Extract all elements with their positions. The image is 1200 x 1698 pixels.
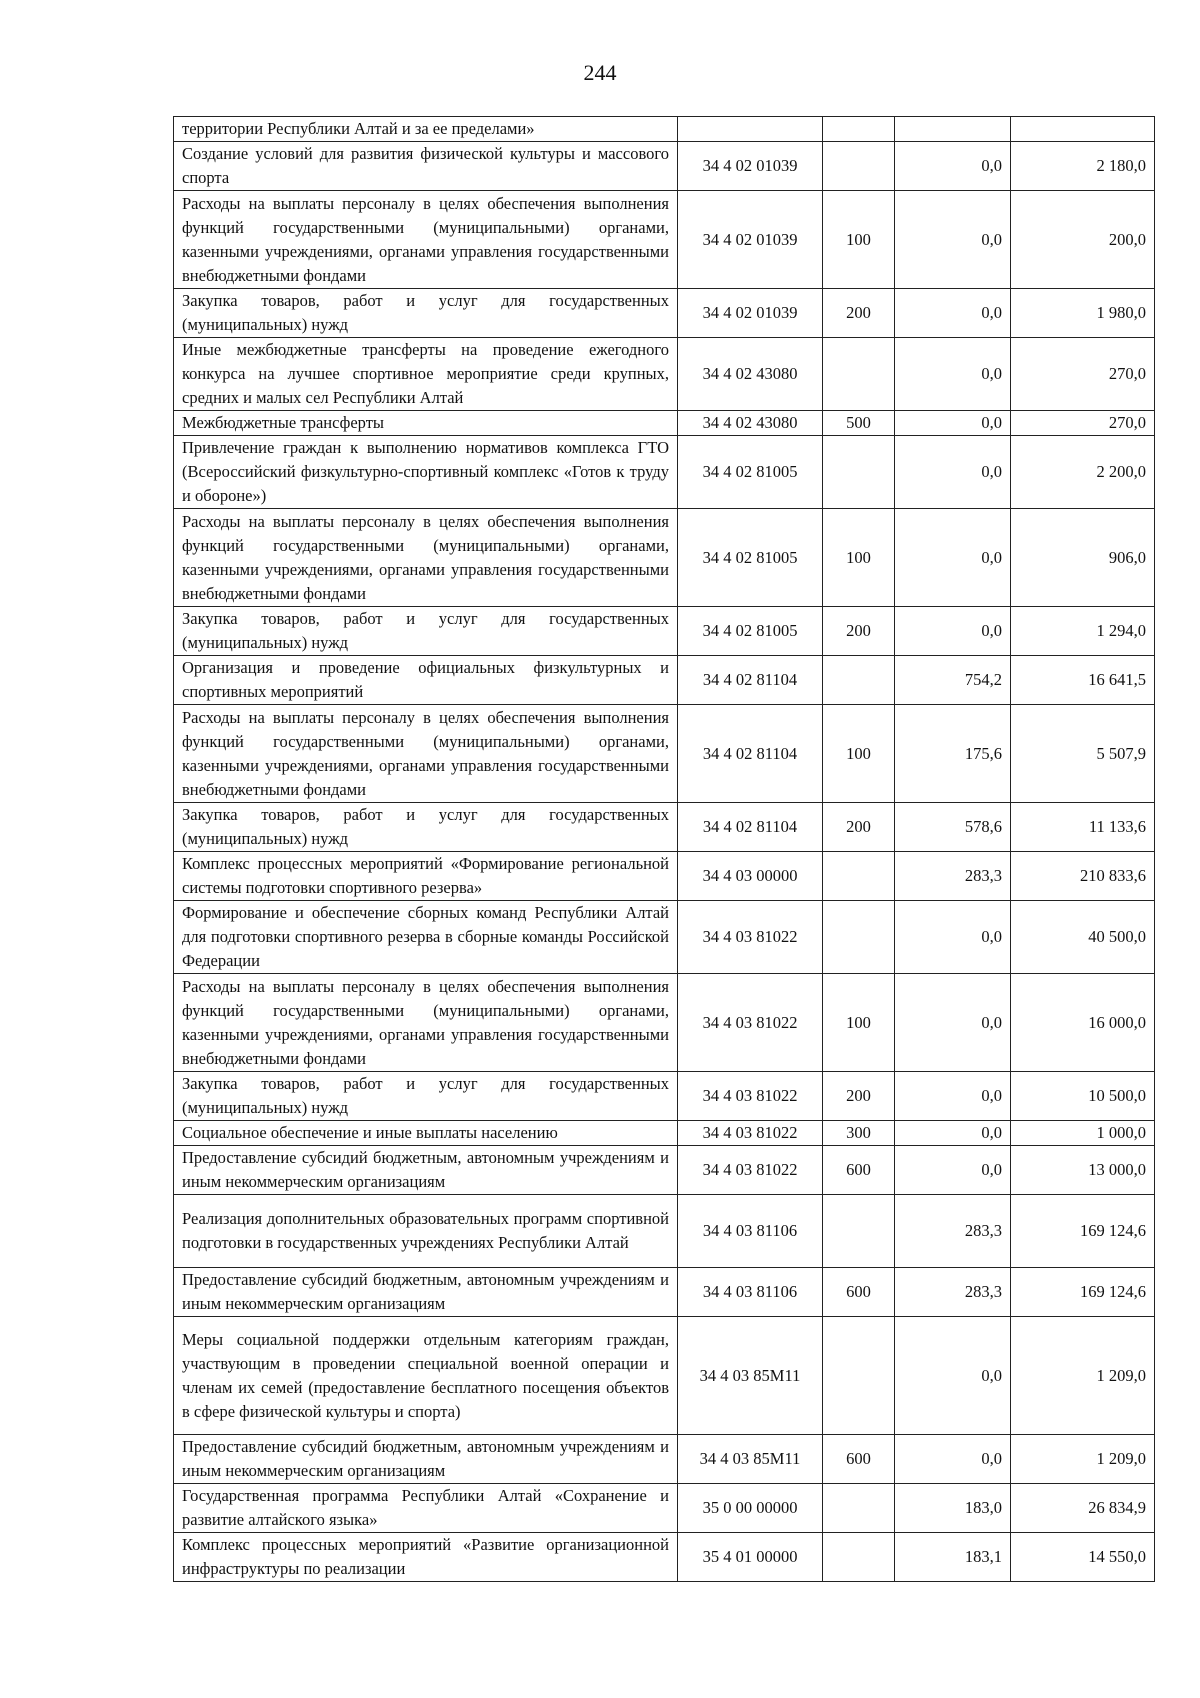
row-code-cell: 34 4 03 85М11 (678, 1435, 823, 1484)
row-value-2-cell: 1 980,0 (1011, 289, 1155, 338)
row-expense-type-cell: 200 (823, 607, 895, 656)
row-expense-type-cell (823, 1533, 895, 1582)
row-value-2-cell: 210 833,6 (1011, 852, 1155, 901)
row-name-cell: Межбюджетные трансферты (174, 411, 678, 436)
row-value-1-cell: 0,0 (895, 1317, 1011, 1435)
row-name-cell: Организация и проведение официальных физкультурных и спортивных мероприятий (174, 656, 678, 705)
table-row (174, 1195, 1155, 1268)
row-value-1-cell: 283,3 (895, 852, 1011, 901)
row-value-2-cell: 2 200,0 (1011, 436, 1155, 509)
row-value-1-cell: 0,0 (895, 509, 1011, 607)
row-code-cell: 34 4 03 81022 (678, 901, 823, 974)
row-value-2-cell: 16 641,5 (1011, 656, 1155, 705)
row-expense-type-cell: 200 (823, 803, 895, 852)
table-row (174, 191, 1155, 289)
row-name-cell: Комплекс процессных мероприятий «Развитие организационной инфраструктуры по реализации (174, 1533, 678, 1582)
table-row (174, 656, 1155, 705)
row-code-cell: 34 4 02 01039 (678, 142, 823, 191)
row-value-1-cell: 0,0 (895, 901, 1011, 974)
row-code-cell: 34 4 03 81106 (678, 1195, 823, 1268)
row-expense-type-cell (823, 901, 895, 974)
row-value-1-cell: 183,1 (895, 1533, 1011, 1582)
row-value-2-cell: 1 209,0 (1011, 1317, 1155, 1435)
table-row (174, 289, 1155, 338)
row-name-cell: Комплекс процессных мероприятий «Формирование региональной системы подготовки спортивного резерва» (174, 852, 678, 901)
row-code-cell: 34 4 03 81106 (678, 1268, 823, 1317)
row-expense-type-cell (823, 852, 895, 901)
table-row (174, 509, 1155, 607)
row-expense-type-cell: 300 (823, 1121, 895, 1146)
row-name-cell: Расходы на выплаты персоналу в целях обеспечения выполнения функций государственными (муниципальными) органами, казенными учреждениями, органами управления государственными внебюджетными фондами (174, 705, 678, 803)
row-expense-type-cell (823, 117, 895, 142)
row-expense-type-cell (823, 1317, 895, 1435)
row-value-2-cell: 10 500,0 (1011, 1072, 1155, 1121)
table-row (174, 852, 1155, 901)
row-name-cell: Меры социальной поддержки отдельным категориям граждан, участвующим в проведении специальной военной операции и членам их семей (предоставление бесплатного посещения объектов в сфере физической культуры и спорта) (174, 1317, 678, 1435)
row-expense-type-cell: 600 (823, 1435, 895, 1484)
row-value-1-cell: 0,0 (895, 142, 1011, 191)
row-value-1-cell: 0,0 (895, 191, 1011, 289)
row-name-cell: Государственная программа Республики Алтай «Сохранение и развитие алтайского языка» (174, 1484, 678, 1533)
row-expense-type-cell: 200 (823, 1072, 895, 1121)
row-value-2-cell: 2 180,0 (1011, 142, 1155, 191)
row-value-2-cell: 13 000,0 (1011, 1146, 1155, 1195)
row-name-cell: Расходы на выплаты персоналу в целях обеспечения выполнения функций государственными (муниципальными) органами, казенными учреждениями, органами управления государственными внебюджетными фондами (174, 974, 678, 1072)
row-expense-type-cell: 100 (823, 974, 895, 1072)
row-code-cell: 34 4 02 81104 (678, 705, 823, 803)
row-value-2-cell: 11 133,6 (1011, 803, 1155, 852)
row-code-cell: 34 4 03 81022 (678, 1146, 823, 1195)
row-code-cell: 35 4 01 00000 (678, 1533, 823, 1582)
table-row (174, 1268, 1155, 1317)
row-value-2-cell: 5 507,9 (1011, 705, 1155, 803)
table-row (174, 607, 1155, 656)
row-value-1-cell: 0,0 (895, 411, 1011, 436)
row-value-1-cell: 0,0 (895, 607, 1011, 656)
row-value-2-cell: 1 294,0 (1011, 607, 1155, 656)
row-name-cell: Предоставление субсидий бюджетным, автономным учреждениям и иным некоммерческим организациям (174, 1435, 678, 1484)
row-expense-type-cell (823, 436, 895, 509)
row-code-cell (678, 117, 823, 142)
row-value-2-cell: 169 124,6 (1011, 1268, 1155, 1317)
table-row (174, 338, 1155, 411)
row-code-cell: 34 4 02 01039 (678, 191, 823, 289)
row-value-2-cell: 270,0 (1011, 411, 1155, 436)
row-expense-type-cell: 100 (823, 191, 895, 289)
row-value-1-cell: 578,6 (895, 803, 1011, 852)
row-value-1-cell: 0,0 (895, 974, 1011, 1072)
row-code-cell: 34 4 02 01039 (678, 289, 823, 338)
row-code-cell: 34 4 02 81104 (678, 803, 823, 852)
row-name-cell: Закупка товаров, работ и услуг для государственных (муниципальных) нужд (174, 289, 678, 338)
row-value-2-cell: 14 550,0 (1011, 1533, 1155, 1582)
table-row (174, 436, 1155, 509)
row-value-1-cell: 0,0 (895, 1072, 1011, 1121)
row-expense-type-cell: 600 (823, 1268, 895, 1317)
row-expense-type-cell (823, 142, 895, 191)
row-expense-type-cell (823, 1195, 895, 1268)
row-value-2-cell: 26 834,9 (1011, 1484, 1155, 1533)
row-value-2-cell: 906,0 (1011, 509, 1155, 607)
table-row (174, 1435, 1155, 1484)
row-name-cell: Создание условий для развития физической культуры и массового спорта (174, 142, 678, 191)
row-value-1-cell: 754,2 (895, 656, 1011, 705)
row-code-cell: 34 4 03 81022 (678, 1121, 823, 1146)
row-value-1-cell: 0,0 (895, 289, 1011, 338)
row-name-cell: Расходы на выплаты персоналу в целях обеспечения выполнения функций государственными (муниципальными) органами, казенными учреждениями, органами управления государственными внебюджетными фондами (174, 191, 678, 289)
row-value-2-cell (1011, 117, 1155, 142)
table-row (174, 1317, 1155, 1435)
row-value-2-cell: 1 209,0 (1011, 1435, 1155, 1484)
table-row (174, 117, 1155, 142)
row-value-1-cell: 283,3 (895, 1268, 1011, 1317)
table-row (174, 1533, 1155, 1582)
row-value-1-cell: 0,0 (895, 1146, 1011, 1195)
row-name-cell: Закупка товаров, работ и услуг для государственных (муниципальных) нужд (174, 607, 678, 656)
table-row (174, 411, 1155, 436)
row-code-cell: 34 4 03 85М11 (678, 1317, 823, 1435)
row-code-cell: 34 4 02 81104 (678, 656, 823, 705)
table-row (174, 974, 1155, 1072)
row-value-2-cell: 1 000,0 (1011, 1121, 1155, 1146)
table-row (174, 803, 1155, 852)
row-code-cell: 34 4 03 81022 (678, 1072, 823, 1121)
row-value-1-cell: 175,6 (895, 705, 1011, 803)
page-number: 244 (583, 60, 617, 85)
row-code-cell: 34 4 02 81005 (678, 607, 823, 656)
row-code-cell: 34 4 03 00000 (678, 852, 823, 901)
row-value-1-cell (895, 117, 1011, 142)
row-code-cell: 34 4 02 43080 (678, 338, 823, 411)
row-expense-type-cell: 100 (823, 509, 895, 607)
row-name-cell: Формирование и обеспечение сборных команд Республики Алтай для подготовки спортивного резерва в сборные команды Российской Федерации (174, 901, 678, 974)
row-expense-type-cell (823, 656, 895, 705)
budget-table (173, 116, 1155, 1582)
row-value-1-cell: 0,0 (895, 338, 1011, 411)
table-row (174, 1484, 1155, 1533)
row-value-2-cell: 270,0 (1011, 338, 1155, 411)
row-expense-type-cell (823, 1484, 895, 1533)
row-name-cell: Привлечение граждан к выполнению нормативов комплекса ГТО (Всероссийский физкультурно-спортивный комплекс «Готов к труду и обороне») (174, 436, 678, 509)
row-name-cell: Предоставление субсидий бюджетным, автономным учреждениям и иным некоммерческим организациям (174, 1146, 678, 1195)
row-name-cell: Закупка товаров, работ и услуг для государственных (муниципальных) нужд (174, 1072, 678, 1121)
row-name-cell: Расходы на выплаты персоналу в целях обеспечения выполнения функций государственными (муниципальными) органами, казенными учреждениями, органами управления государственными внебюджетными фондами (174, 509, 678, 607)
table-row (174, 1121, 1155, 1146)
row-value-1-cell: 0,0 (895, 436, 1011, 509)
row-expense-type-cell: 500 (823, 411, 895, 436)
row-code-cell: 34 4 02 81005 (678, 509, 823, 607)
table-row (174, 142, 1155, 191)
table-row (174, 705, 1155, 803)
row-value-2-cell: 40 500,0 (1011, 901, 1155, 974)
table-row (174, 1146, 1155, 1195)
row-expense-type-cell: 600 (823, 1146, 895, 1195)
row-value-1-cell: 0,0 (895, 1121, 1011, 1146)
row-name-cell: территории Республики Алтай и за ее пределами» (174, 117, 678, 142)
row-name-cell: Предоставление субсидий бюджетным, автономным учреждениям и иным некоммерческим организациям (174, 1268, 678, 1317)
row-value-1-cell: 183,0 (895, 1484, 1011, 1533)
row-code-cell: 34 4 03 81022 (678, 974, 823, 1072)
row-value-1-cell: 283,3 (895, 1195, 1011, 1268)
row-expense-type-cell: 200 (823, 289, 895, 338)
row-name-cell: Реализация дополнительных образовательных программ спортивной подготовки в государственных учреждениях Республики Алтай (174, 1195, 678, 1268)
row-name-cell: Закупка товаров, работ и услуг для государственных (муниципальных) нужд (174, 803, 678, 852)
row-expense-type-cell (823, 338, 895, 411)
table-row (174, 901, 1155, 974)
row-name-cell: Социальное обеспечение и иные выплаты населению (174, 1121, 678, 1146)
table-row (174, 1072, 1155, 1121)
row-value-2-cell: 16 000,0 (1011, 974, 1155, 1072)
row-code-cell: 34 4 02 43080 (678, 411, 823, 436)
row-value-1-cell: 0,0 (895, 1435, 1011, 1484)
row-value-2-cell: 169 124,6 (1011, 1195, 1155, 1268)
row-code-cell: 34 4 02 81005 (678, 436, 823, 509)
row-name-cell: Иные межбюджетные трансферты на проведение ежегодного конкурса на лучшее спортивное мероприятие среди крупных, средних и малых сел Республики Алтай (174, 338, 678, 411)
row-value-2-cell: 200,0 (1011, 191, 1155, 289)
row-code-cell: 35 0 00 00000 (678, 1484, 823, 1533)
row-expense-type-cell: 100 (823, 705, 895, 803)
